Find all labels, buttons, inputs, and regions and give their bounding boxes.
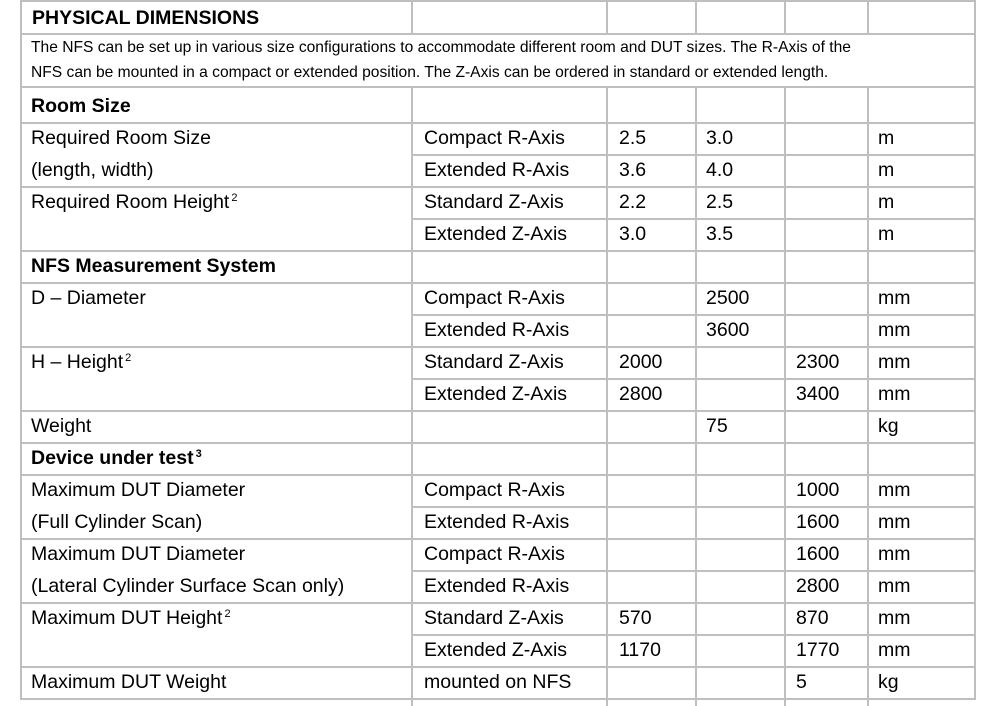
column-rule xyxy=(867,86,869,706)
row-label: Maximum DUT Diameter xyxy=(31,479,246,501)
config-label: Compact R-Axis xyxy=(424,479,565,501)
config-label: Extended Z-Axis xyxy=(424,639,568,661)
config-label: Standard Z-Axis xyxy=(424,351,564,373)
unit-cell: mm xyxy=(878,351,911,373)
row-rule-partial xyxy=(411,154,976,156)
config-label: Extended R-Axis xyxy=(424,511,570,533)
value-cell: 570 xyxy=(619,607,652,629)
unit-cell: m xyxy=(878,127,895,149)
config-label: Standard Z-Axis xyxy=(424,607,564,629)
unit-cell: mm xyxy=(878,575,911,597)
config-label: Compact R-Axis xyxy=(424,543,565,565)
row-rule xyxy=(20,698,976,700)
config-label: Extended R-Axis xyxy=(424,319,570,341)
rule-top xyxy=(20,0,976,2)
column-rule-top xyxy=(695,0,697,33)
unit-cell: kg xyxy=(878,671,899,693)
row-rule xyxy=(20,86,976,88)
value-cell: 2800 xyxy=(796,575,840,597)
unit-cell: m xyxy=(878,159,895,181)
value-cell: 2.5 xyxy=(619,127,647,149)
section-heading: Room Size xyxy=(31,95,131,117)
footnote-marker: 2 xyxy=(231,192,238,204)
section-heading: Device under test $^3$ xyxy=(31,447,202,469)
value-cell: 75 xyxy=(706,415,728,437)
value-cell: 5 xyxy=(796,671,807,693)
row-rule-partial xyxy=(411,378,976,380)
unit-cell: mm xyxy=(878,383,911,405)
value-cell: 3400 xyxy=(796,383,840,405)
row-rule xyxy=(20,346,976,348)
column-rule-top xyxy=(784,0,786,33)
column-rule xyxy=(411,86,413,706)
config-label: Compact R-Axis xyxy=(424,287,565,309)
value-cell: 2800 xyxy=(619,383,663,405)
column-rule-top xyxy=(411,0,413,33)
value-cell: 1000 xyxy=(796,479,840,501)
value-cell: 1600 xyxy=(796,543,840,565)
row-rule xyxy=(20,122,976,124)
value-cell: 3.0 xyxy=(619,223,647,245)
row-rule xyxy=(20,186,976,188)
column-rule-top xyxy=(867,0,869,33)
border-right xyxy=(974,0,976,700)
footnote-marker: 2 xyxy=(125,352,132,364)
row-label: (length, width) xyxy=(31,159,154,181)
value-cell: 1600 xyxy=(796,511,840,533)
unit-cell: mm xyxy=(878,511,911,533)
unit-cell: mm xyxy=(878,287,911,309)
value-cell: 2.5 xyxy=(706,191,734,213)
config-label: Compact R-Axis xyxy=(424,127,565,149)
unit-cell: m xyxy=(878,191,895,213)
row-label: D – Diameter xyxy=(31,287,146,309)
border-left xyxy=(20,0,22,700)
value-cell: 2500 xyxy=(706,287,750,309)
row-rule xyxy=(20,250,976,252)
value-cell: 2.2 xyxy=(619,191,647,213)
unit-cell: mm xyxy=(878,639,911,661)
footnote-marker: 3 xyxy=(195,448,202,460)
row-label: (Full Cylinder Scan) xyxy=(31,511,203,533)
row-rule xyxy=(20,410,976,412)
value-cell: 3.6 xyxy=(619,159,647,181)
row-label: Weight xyxy=(31,415,92,437)
config-label: Extended R-Axis xyxy=(424,159,570,181)
unit-cell: mm xyxy=(878,479,911,501)
row-label: H – Height $^2$ xyxy=(31,351,132,373)
row-rule xyxy=(20,538,976,540)
value-cell: 1170 xyxy=(619,639,661,661)
table-title: PHYSICAL DIMENSIONS xyxy=(32,7,260,29)
unit-cell: mm xyxy=(878,607,911,629)
description-line-1: The NFS can be set up in various size configurations to accommodate different room and DUT sizes. The R-Axis of the xyxy=(31,39,851,56)
column-rule xyxy=(695,86,697,706)
column-rule xyxy=(784,86,786,706)
config-label: mounted on NFS xyxy=(424,671,572,693)
unit-cell: mm xyxy=(878,543,911,565)
config-label: Extended Z-Axis xyxy=(424,223,568,245)
row-rule xyxy=(20,282,976,284)
description-line-2: NFS can be mounted in a compact or extended position. The Z-Axis can be ordered in standard or extended length. xyxy=(31,64,829,81)
row-label: Maximum DUT Weight xyxy=(31,671,227,693)
row-label: Required Room Height $^2$ xyxy=(31,191,238,213)
physical-dimensions-table xyxy=(20,0,976,700)
row-rule xyxy=(20,474,976,476)
column-rule xyxy=(606,86,608,706)
section-heading: NFS Measurement System xyxy=(31,255,276,277)
row-rule-partial xyxy=(411,570,976,572)
value-cell: 1770 xyxy=(796,639,840,661)
row-label: (Lateral Cylinder Surface Scan only) xyxy=(31,575,345,597)
config-label: Extended R-Axis xyxy=(424,575,570,597)
value-cell: 4.0 xyxy=(706,159,734,181)
value-cell: 2300 xyxy=(796,351,840,373)
row-rule-partial xyxy=(411,314,976,316)
unit-cell: kg xyxy=(878,415,899,437)
rule-title-bottom xyxy=(20,33,976,35)
row-label: Maximum DUT Diameter xyxy=(31,543,246,565)
row-rule xyxy=(20,442,976,444)
value-cell: 3.0 xyxy=(706,127,734,149)
footnote-marker: 2 xyxy=(224,608,231,620)
value-cell: 3600 xyxy=(706,319,750,341)
row-rule xyxy=(20,602,976,604)
unit-cell: mm xyxy=(878,319,911,341)
row-label: Required Room Size xyxy=(31,127,211,149)
value-cell: 2000 xyxy=(619,351,663,373)
unit-cell: m xyxy=(878,223,895,245)
row-rule-partial xyxy=(411,506,976,508)
row-rule xyxy=(20,666,976,668)
row-rule-partial xyxy=(411,218,976,220)
config-label: Extended Z-Axis xyxy=(424,383,568,405)
row-rule-partial xyxy=(411,634,976,636)
row-label: Maximum DUT Height $^2$ xyxy=(31,607,231,629)
value-cell: 3.5 xyxy=(706,223,734,245)
value-cell: 870 xyxy=(796,607,829,629)
column-rule-top xyxy=(606,0,608,33)
config-label: Standard Z-Axis xyxy=(424,191,564,213)
